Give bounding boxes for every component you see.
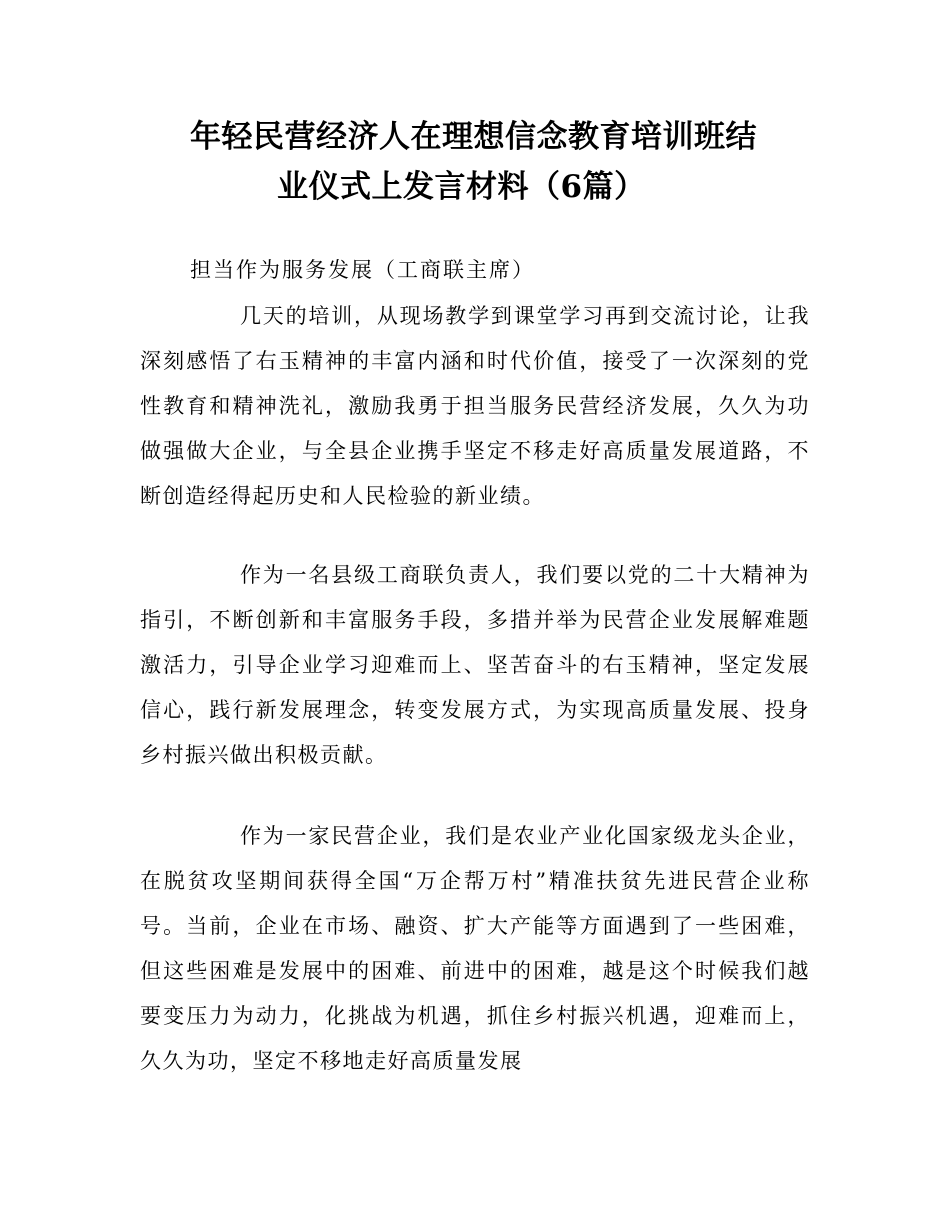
section-heading: 担当作为服务发展（工商联主席） xyxy=(190,258,535,282)
document-title xyxy=(140,112,810,212)
title-line-2: 业仪式上发言材料（6篇） xyxy=(277,169,646,205)
paragraph-2: 作为一名县级工商联负责人，我们要以党的二十大精神为指引，不断创新和丰富服务手段，多措并举为民营企业发展解难题激活力，引导企业学习迎难而上、坚苦奋斗的右玉精神，坚定发展信心，践行新发展理念，转变发展方式，为实现高质量发展、投身乡村振兴做出积极贡献。 xyxy=(140,563,810,767)
paragraph-1: 几天的培训，从现场教学到课堂学习再到交流讨论，让我深刻感悟了右玉精神的丰富内涵和时代价值，接受了一次深刻的党性教育和精神洗礼，激励我勇于担当服务民营经济发展，久久为功做强做大企业，与全县企业携手坚定不移走好高质量发展道路，不断创造经得起历史和人民检验的新业绩。 xyxy=(140,304,810,508)
title-line-1: 年轻民营经济人在理想信念教育培训班结 xyxy=(190,119,757,155)
paragraph-3: 作为一家民营企业，我们是农业产业化国家级龙头企业，在脱贫攻坚期间获得全国“万企帮万村”精准扶贫先进民营企业称号。当前，企业在市场、融资、扩大产能等方面遇到了一些困难，但这些困难是发展中的困难、前进中的困难，越是这个时候我们越要变压力为动力，化挑战为机遇，抓住乡村振兴机遇，迎难而上，久久为功，坚定不移地走好高质量发展 xyxy=(140,824,810,1073)
